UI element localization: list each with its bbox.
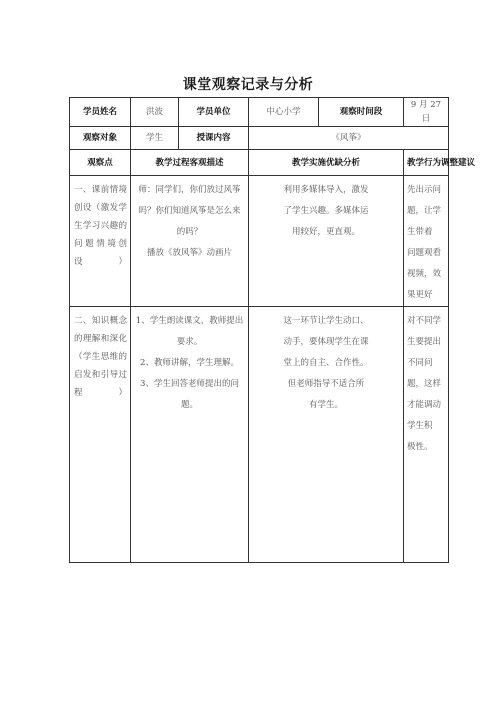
trainee-unit-label: 学员单位 xyxy=(179,98,249,127)
trainee-name-value: 洪波 xyxy=(131,98,179,127)
row-2-analysis-line: 有学生。 xyxy=(308,400,343,410)
row-2-suggestion xyxy=(404,307,449,563)
column-header-row xyxy=(70,150,449,176)
row-2-analysis-line: 这一环节让学生动口、 xyxy=(283,316,369,326)
column-header-suggestion: 教学行为调整建议 xyxy=(404,150,449,176)
object-label: 观察对象 xyxy=(70,127,131,150)
row-2-suggestion-line: 极性。 xyxy=(407,442,433,452)
row-2-point: 二、知识概念的理解和深化（学生思维的启发和引导过程） xyxy=(70,307,131,563)
row-2-process xyxy=(131,307,249,563)
row-1-analysis-line: 了学生兴趣。多媒体运 xyxy=(283,206,369,216)
page-title: 课堂观察记录与分析 xyxy=(182,77,314,93)
column-header-process: 教学过程客观描述 xyxy=(131,150,249,176)
column-header-analysis: 教学实施优缺分析 xyxy=(249,150,404,176)
info-row-2 xyxy=(70,127,449,150)
row-1-analysis-line: 用较好，更直观。 xyxy=(291,227,360,237)
info-row-1 xyxy=(70,98,449,127)
row-2-analysis-line: 但老师指导不适合所 xyxy=(287,379,365,389)
trainee-name-label: 学员姓名 xyxy=(70,98,131,127)
row-2-analysis xyxy=(249,307,404,563)
row-1-suggestion-line: 问题观看视频，效果更好 xyxy=(407,248,442,300)
observation-table xyxy=(69,97,476,563)
content-label: 授课内容 xyxy=(179,127,249,150)
observation-row-1 xyxy=(70,176,449,307)
row-2-analysis-line: 堂上的自主、合作性。 xyxy=(283,358,369,368)
row-1-analysis-line: 利用多媒体导入，激发 xyxy=(283,185,369,195)
row-2-process-line: 2、教师讲解，学生理解。 xyxy=(140,358,239,368)
row-1-point: 一、课前情境创设（激发学生学习兴趣的问题情境创设） xyxy=(70,176,131,307)
row-1-analysis xyxy=(249,176,404,307)
row-2-suggestion-line: 对不同学生要提出不同问 xyxy=(407,316,442,368)
row-1-process-line: 播放《放风筝》动画片 xyxy=(146,248,232,258)
row-1-process xyxy=(131,176,249,307)
column-header-point: 观察点 xyxy=(70,150,131,176)
object-value: 学生 xyxy=(131,127,179,150)
row-1-suggestion xyxy=(404,176,449,307)
row-1-process-line: 吗？你们知道风筝是怎么来 xyxy=(138,206,241,216)
observation-row-2 xyxy=(70,307,449,563)
row-2-process-line: 3、学生回答老师提出的问 xyxy=(140,379,239,389)
row-2-suggestion-line: 题，这样才能调动学生积 xyxy=(407,379,442,431)
row-1-process-line: 的吗？ xyxy=(176,227,203,237)
content-value: 《风筝》 xyxy=(249,127,449,150)
observe-time-label: 观察时间段 xyxy=(319,98,404,127)
row-2-process-line: 要求。 xyxy=(176,337,203,347)
row-1-suggestion-line: 先出示问题，让学生带着 xyxy=(407,185,442,237)
row-2-process-line: 1、学生朗读课文，教师提出 xyxy=(135,316,244,326)
observe-time-value: 9 月 27 日 xyxy=(404,98,449,127)
trainee-unit-value: 中心小学 xyxy=(249,98,319,127)
row-1-process-line: 师：同学们，你们放过风筝 xyxy=(138,185,241,195)
row-2-analysis-line: 动手，要体现学生在课 xyxy=(283,337,369,347)
row-2-process-line: 题。 xyxy=(180,400,198,410)
